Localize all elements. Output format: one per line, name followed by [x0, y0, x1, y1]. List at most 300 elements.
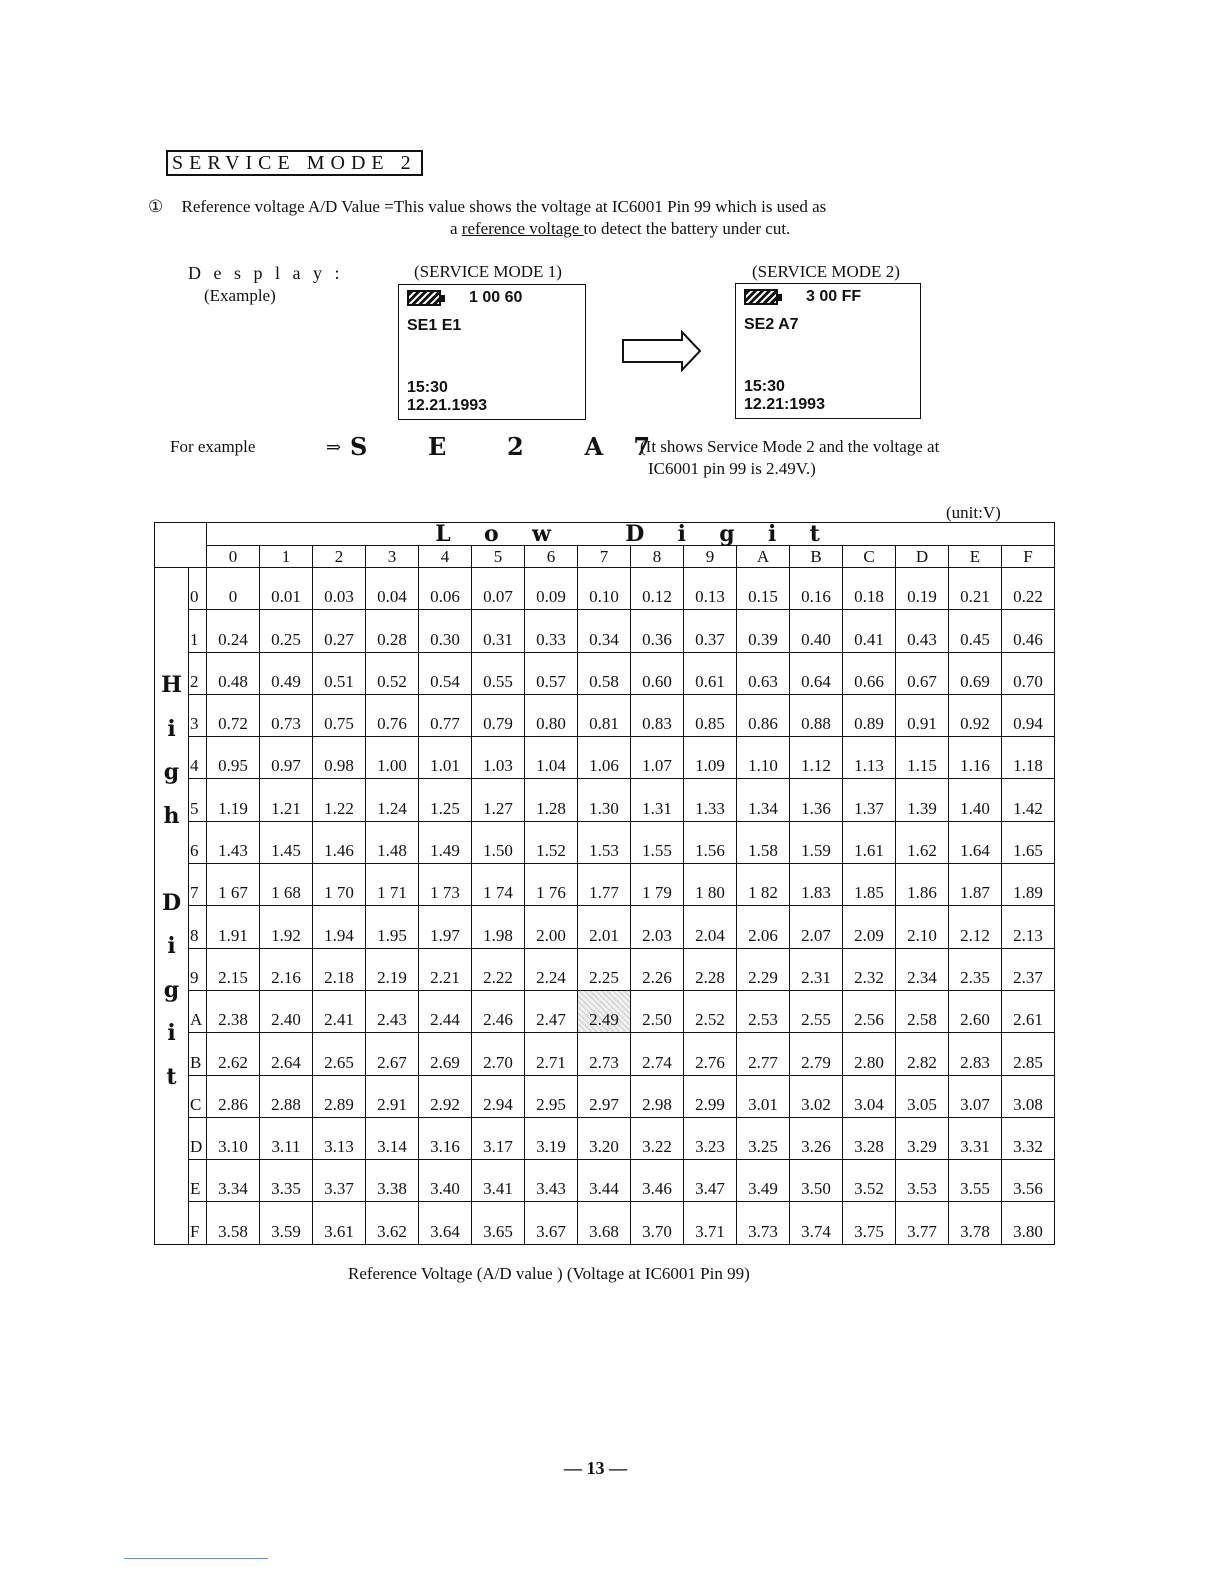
table-cell: 3.80	[1002, 1202, 1055, 1244]
table-cell: 2.26	[631, 948, 684, 990]
footer-rule	[124, 1558, 268, 1559]
high-digit-letter: i	[167, 1020, 176, 1046]
high-digit-letter: H	[161, 672, 182, 698]
table-caption: Reference Voltage (A/D value ) (Voltage at IC6001 Pin 99)	[348, 1264, 750, 1283]
table-cell: 2.13	[1002, 906, 1055, 948]
table-row	[155, 568, 1055, 610]
table-cell: 1.95	[366, 906, 419, 948]
table-cell: 0.80	[525, 694, 578, 736]
column-header: 8	[631, 546, 684, 568]
high-digit-letter	[155, 838, 188, 882]
column-header: 2	[313, 546, 366, 568]
table-cell: 0.36	[631, 610, 684, 652]
table-cell: 1.43	[207, 821, 260, 863]
table-cell: 0.70	[1002, 652, 1055, 694]
table-cell: 0.64	[790, 652, 843, 694]
table-cell: 2.09	[843, 906, 896, 948]
table-cell: 2.55	[790, 990, 843, 1032]
table-cell: 3.37	[313, 1160, 366, 1202]
table-cell: 2.97	[578, 1075, 631, 1117]
table-cell: 1.77	[578, 864, 631, 906]
table-cell: 3.40	[419, 1160, 472, 1202]
high-digit-letter: D	[161, 889, 182, 916]
table-cell: 2.77	[737, 1033, 790, 1075]
table-cell: 1.56	[684, 821, 737, 863]
table-cell: 3.05	[896, 1075, 949, 1117]
table-cell: 1.16	[949, 737, 1002, 779]
table-cell: 0.85	[684, 694, 737, 736]
column-header: 3	[366, 546, 419, 568]
table-cell: 2.41	[313, 990, 366, 1032]
table-cell: 0.46	[1002, 610, 1055, 652]
mode1-code: SE1 E1	[407, 317, 462, 334]
mode2-time: 15:30	[744, 378, 785, 395]
table-cell: 3.25	[737, 1117, 790, 1159]
table-cell: 2.32	[843, 948, 896, 990]
table-row	[155, 1075, 1055, 1117]
table-row	[155, 1117, 1055, 1159]
table-cell: 3.56	[1002, 1160, 1055, 1202]
table-cell: 0.55	[472, 652, 525, 694]
table-cell: 0.77	[419, 694, 472, 736]
table-cell: 0.09	[525, 568, 578, 610]
table-cell: 3.01	[737, 1075, 790, 1117]
table-cell: 1.61	[843, 821, 896, 863]
table-cell: 3.10	[207, 1117, 260, 1159]
column-header: A	[737, 546, 790, 568]
column-header: C	[843, 546, 896, 568]
table-cell: 3.59	[260, 1202, 313, 1244]
table-cell: 0.54	[419, 652, 472, 694]
table-cell: 3.31	[949, 1117, 1002, 1159]
table-cell: 2.67	[366, 1033, 419, 1075]
table-cell: 0.79	[472, 694, 525, 736]
highlighted-table-cell: 2.49	[578, 990, 631, 1032]
table-cell: 2.03	[631, 906, 684, 948]
table-cell: 1.49	[419, 821, 472, 863]
table-cell: 0.60	[631, 652, 684, 694]
table-cell: 0.75	[313, 694, 366, 736]
item-line-2	[450, 218, 790, 240]
table-cell: 1.07	[631, 737, 684, 779]
table-cell: 1 70	[313, 864, 366, 906]
table-cell: 1 74	[472, 864, 525, 906]
table-cell: 3.32	[1002, 1117, 1055, 1159]
table-cell: 2.10	[896, 906, 949, 948]
table-cell: 3.52	[843, 1160, 896, 1202]
table-cell: 3.13	[313, 1117, 366, 1159]
circled-one-bullet: ①	[148, 197, 164, 216]
column-header: 4	[419, 546, 472, 568]
table-cell: 2.62	[207, 1033, 260, 1075]
table-cell: 0.83	[631, 694, 684, 736]
table-cell: 1.19	[207, 779, 260, 821]
table-cell: 3.46	[631, 1160, 684, 1202]
row-header: D	[189, 1117, 207, 1159]
table-cell: 0.15	[737, 568, 790, 610]
table-cell: 1.97	[419, 906, 472, 948]
table-cell: 1.53	[578, 821, 631, 863]
table-cell: 3.67	[525, 1202, 578, 1244]
table-cell: 1.28	[525, 779, 578, 821]
table-row	[155, 1033, 1055, 1075]
high-digit-letter: h	[163, 802, 180, 829]
table-row	[155, 652, 1055, 694]
table-cell: 2.16	[260, 948, 313, 990]
table-cell: 2.07	[790, 906, 843, 948]
table-cell: 0.58	[578, 652, 631, 694]
column-header: 5	[472, 546, 525, 568]
column-header: 6	[525, 546, 578, 568]
table-cell: 0	[207, 568, 260, 610]
table-cell: 3.55	[949, 1160, 1002, 1202]
row-header: 9	[189, 948, 207, 990]
table-cell: 3.70	[631, 1202, 684, 1244]
column-header: 0	[207, 546, 260, 568]
table-cell: 1.64	[949, 821, 1002, 863]
table-cell: 2.60	[949, 990, 1002, 1032]
table-cell: 0.45	[949, 610, 1002, 652]
row-header: 6	[189, 821, 207, 863]
table-cell: 2.34	[896, 948, 949, 990]
table-cell: 0.01	[260, 568, 313, 610]
table-cell: 0.27	[313, 610, 366, 652]
table-cell: 3.16	[419, 1117, 472, 1159]
table-cell: 0.19	[896, 568, 949, 610]
item-text: Reference voltage A/D Value =This value shows the voltage at IC6001 Pin 99 which is used as	[181, 197, 827, 216]
table-cell: 2.40	[260, 990, 313, 1032]
table-cell: 2.19	[366, 948, 419, 990]
table-cell: 1 76	[525, 864, 578, 906]
table-cell: 3.49	[737, 1160, 790, 1202]
table-cell: 1.36	[790, 779, 843, 821]
table-cell: 1 73	[419, 864, 472, 906]
table-row	[155, 779, 1055, 821]
table-cell: 2.53	[737, 990, 790, 1032]
table-cell: 1.50	[472, 821, 525, 863]
battery-icon	[744, 289, 778, 305]
table-cell: 2.64	[260, 1033, 313, 1075]
row-header: F	[189, 1202, 207, 1244]
column-header: 9	[684, 546, 737, 568]
high-digit-letter: t	[166, 1063, 177, 1090]
table-cell: 2.31	[790, 948, 843, 990]
table-cell: 1 71	[366, 864, 419, 906]
table-cell: 1 80	[684, 864, 737, 906]
table-cell: 1.59	[790, 821, 843, 863]
table-cell: 2.22	[472, 948, 525, 990]
table-cell: 0.37	[684, 610, 737, 652]
low-digit-header-row	[155, 523, 1055, 546]
table-cell: 3.29	[896, 1117, 949, 1159]
table-cell: 2.94	[472, 1075, 525, 1117]
table-cell: 0.63	[737, 652, 790, 694]
table-row	[155, 864, 1055, 906]
table-cell: 1.25	[419, 779, 472, 821]
table-cell: 3.11	[260, 1117, 313, 1159]
table-cell: 3.44	[578, 1160, 631, 1202]
table-cell: 2.85	[1002, 1033, 1055, 1075]
table-cell: 2.74	[631, 1033, 684, 1075]
table-cell: 0.57	[525, 652, 578, 694]
table-cell: 3.62	[366, 1202, 419, 1244]
low-digit-label: L o w D i g i t	[207, 523, 1055, 546]
table-cell: 3.34	[207, 1160, 260, 1202]
table-cell: 0.31	[472, 610, 525, 652]
table-cell: 3.61	[313, 1202, 366, 1244]
table-cell: 1.98	[472, 906, 525, 948]
table-cell: 3.38	[366, 1160, 419, 1202]
table-cell: 3.78	[949, 1202, 1002, 1244]
table-cell: 3.71	[684, 1202, 737, 1244]
table-cell: 3.64	[419, 1202, 472, 1244]
table-row	[155, 948, 1055, 990]
row-header: B	[189, 1033, 207, 1075]
table-cell: 1.22	[313, 779, 366, 821]
table-cell: 3.19	[525, 1117, 578, 1159]
table-cell: 3.58	[207, 1202, 260, 1244]
mode1-value: 1 00 60	[469, 289, 523, 306]
table-cell: 0.07	[472, 568, 525, 610]
table-cell: 2.35	[949, 948, 1002, 990]
table-cell: 3.08	[1002, 1075, 1055, 1117]
table-cell: 1.13	[843, 737, 896, 779]
column-header: E	[949, 546, 1002, 568]
mode1-time: 15:30	[407, 379, 448, 396]
row-header: 8	[189, 906, 207, 948]
table-cell: 1.04	[525, 737, 578, 779]
table-cell: 0.43	[896, 610, 949, 652]
table-cell: 0.94	[1002, 694, 1055, 736]
table-cell: 2.86	[207, 1075, 260, 1117]
table-cell: 0.41	[843, 610, 896, 652]
table-cell: 1.94	[313, 906, 366, 948]
display-example-label: (Example)	[204, 286, 276, 305]
high-digit-label	[155, 568, 189, 1245]
table-cell: 0.97	[260, 737, 313, 779]
table-cell: 0.06	[419, 568, 472, 610]
table-corner	[155, 523, 207, 568]
table-cell: 0.92	[949, 694, 1002, 736]
table-cell: 1.87	[949, 864, 1002, 906]
table-cell: 0.13	[684, 568, 737, 610]
reference-voltage-table	[154, 522, 1055, 1245]
table-cell: 2.21	[419, 948, 472, 990]
reference-voltage-underlined: reference voltage	[461, 219, 584, 238]
row-header: E	[189, 1160, 207, 1202]
table-cell: 0.69	[949, 652, 1002, 694]
table-cell: 1.45	[260, 821, 313, 863]
table-cell: 3.65	[472, 1202, 525, 1244]
table-cell: 3.53	[896, 1160, 949, 1202]
mode2-date: 12.21:1993	[744, 396, 825, 413]
table-cell: 2.01	[578, 906, 631, 948]
table-cell: 3.07	[949, 1075, 1002, 1117]
table-cell: 1.21	[260, 779, 313, 821]
table-cell: 2.80	[843, 1033, 896, 1075]
table-cell: 1.86	[896, 864, 949, 906]
table-cell: 3.23	[684, 1117, 737, 1159]
table-cell: 2.38	[207, 990, 260, 1032]
battery-icon	[407, 290, 441, 306]
table-cell: 0.40	[790, 610, 843, 652]
column-header: 1	[260, 546, 313, 568]
line2-suffix: to detect the battery under cut.	[583, 219, 791, 238]
row-header: 5	[189, 779, 207, 821]
table-cell: 2.65	[313, 1033, 366, 1075]
table-cell: 2.29	[737, 948, 790, 990]
table-cell: 3.28	[843, 1117, 896, 1159]
table-cell: 0.89	[843, 694, 896, 736]
table-cell: 1.09	[684, 737, 737, 779]
table-cell: 1.46	[313, 821, 366, 863]
table-cell: 1.83	[790, 864, 843, 906]
table-cell: 3.22	[631, 1117, 684, 1159]
table-cell: 3.75	[843, 1202, 896, 1244]
table-cell: 3.26	[790, 1117, 843, 1159]
table-cell: 2.99	[684, 1075, 737, 1117]
table-cell: 0.10	[578, 568, 631, 610]
table-cell: 3.43	[525, 1160, 578, 1202]
high-digit-letter: i	[167, 715, 176, 742]
table-row	[155, 990, 1055, 1032]
table-cell: 2.06	[737, 906, 790, 948]
table-cell: 3.04	[843, 1075, 896, 1117]
table-cell: 0.30	[419, 610, 472, 652]
high-digit-letter: i	[167, 933, 176, 959]
table-cell: 3.14	[366, 1117, 419, 1159]
column-header: F	[1002, 546, 1055, 568]
table-cell: 2.12	[949, 906, 1002, 948]
table-cell: 2.61	[1002, 990, 1055, 1032]
table-cell: 1.06	[578, 737, 631, 779]
table-cell: 1.40	[949, 779, 1002, 821]
line2-prefix: a	[450, 219, 462, 238]
table-cell: 1.31	[631, 779, 684, 821]
table-cell: 0.28	[366, 610, 419, 652]
table-cell: 1.10	[737, 737, 790, 779]
table-cell: 1.42	[1002, 779, 1055, 821]
table-cell: 1.03	[472, 737, 525, 779]
table-cell: 1.39	[896, 779, 949, 821]
display-label: D e s p l a y :	[188, 263, 344, 283]
table-cell: 2.71	[525, 1033, 578, 1075]
table-cell: 1.52	[525, 821, 578, 863]
table-cell: 3.41	[472, 1160, 525, 1202]
mode1-date: 12.21.1993	[407, 397, 488, 414]
table-row	[155, 737, 1055, 779]
table-cell: 0.86	[737, 694, 790, 736]
table-cell: 0.25	[260, 610, 313, 652]
row-header: 2	[189, 652, 207, 694]
table-cell: 1.91	[207, 906, 260, 948]
table-cell: 1 79	[631, 864, 684, 906]
table-cell: 1.30	[578, 779, 631, 821]
table-cell: 3.50	[790, 1160, 843, 1202]
row-header: 0	[189, 568, 207, 610]
table-cell: 2.95	[525, 1075, 578, 1117]
table-row	[155, 821, 1055, 863]
table-cell: 1.12	[790, 737, 843, 779]
table-cell: 2.79	[790, 1033, 843, 1075]
for-example-label: For example	[170, 437, 256, 456]
section-heading: SERVICE MODE 2	[166, 150, 423, 176]
table-cell: 1 67	[207, 864, 260, 906]
table-cell: 0.67	[896, 652, 949, 694]
table-cell: 2.46	[472, 990, 525, 1032]
table-cell: 1.18	[1002, 737, 1055, 779]
table-cell: 2.18	[313, 948, 366, 990]
right-arrow-icon	[620, 330, 704, 372]
table-cell: 1.48	[366, 821, 419, 863]
table-cell: 1.27	[472, 779, 525, 821]
table-cell: 2.37	[1002, 948, 1055, 990]
table-cell: 2.15	[207, 948, 260, 990]
table-cell: 1 68	[260, 864, 313, 906]
table-cell: 0.33	[525, 610, 578, 652]
table-cell: 1.24	[366, 779, 419, 821]
table-cell: 0.98	[313, 737, 366, 779]
table-cell: 0.91	[896, 694, 949, 736]
table-cell: 0.22	[1002, 568, 1055, 610]
table-cell: 1 82	[737, 864, 790, 906]
table-cell: 0.81	[578, 694, 631, 736]
row-header: 7	[189, 864, 207, 906]
table-cell: 0.39	[737, 610, 790, 652]
mode2-lcd-panel	[735, 283, 921, 419]
table-cell: 0.34	[578, 610, 631, 652]
table-cell: 1.58	[737, 821, 790, 863]
table-cell: 0.48	[207, 652, 260, 694]
column-header: 7	[578, 546, 631, 568]
table-cell: 2.69	[419, 1033, 472, 1075]
for-example-arrow: ⇒	[326, 437, 342, 457]
table-cell: 1.34	[737, 779, 790, 821]
table-cell: 1.37	[843, 779, 896, 821]
high-digit-letter: g	[163, 976, 180, 1003]
table-cell: 1.55	[631, 821, 684, 863]
row-header: 1	[189, 610, 207, 652]
table-cell: 0.73	[260, 694, 313, 736]
table-cell: 0.72	[207, 694, 260, 736]
table-row	[155, 694, 1055, 736]
table-cell: 3.47	[684, 1160, 737, 1202]
table-cell: 1.15	[896, 737, 949, 779]
table-cell: 0.24	[207, 610, 260, 652]
table-row	[155, 906, 1055, 948]
table-cell: 2.24	[525, 948, 578, 990]
table-cell: 3.20	[578, 1117, 631, 1159]
table-cell: 2.83	[949, 1033, 1002, 1075]
table-cell: 0.61	[684, 652, 737, 694]
table-cell: 3.77	[896, 1202, 949, 1244]
table-cell: 2.92	[419, 1075, 472, 1117]
table-cell: 0.18	[843, 568, 896, 610]
table-cell: 2.28	[684, 948, 737, 990]
unit-label: (unit:V)	[946, 503, 1001, 522]
table-cell: 3.35	[260, 1160, 313, 1202]
table-cell: 2.58	[896, 990, 949, 1032]
table-cell: 1.65	[1002, 821, 1055, 863]
table-cell: 1.33	[684, 779, 737, 821]
table-cell: 0.16	[790, 568, 843, 610]
table-row	[155, 1202, 1055, 1244]
column-header: B	[790, 546, 843, 568]
table-row	[155, 1160, 1055, 1202]
mode1-lcd-panel	[398, 284, 586, 420]
table-cell: 2.50	[631, 990, 684, 1032]
mode2-code: SE2 A7	[744, 316, 799, 333]
